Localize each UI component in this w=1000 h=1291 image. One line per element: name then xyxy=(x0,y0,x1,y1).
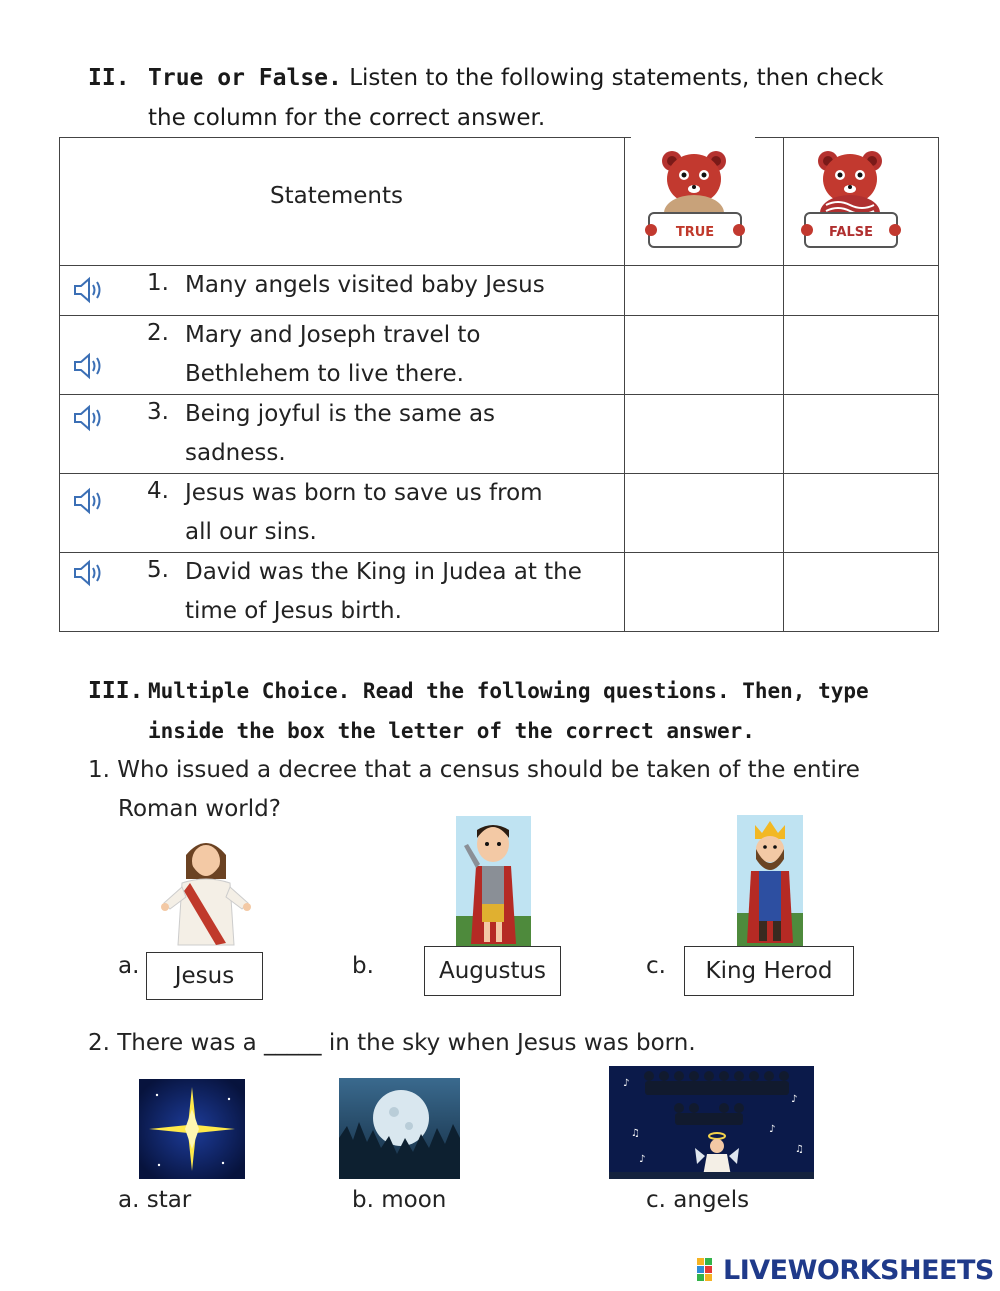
question-2-text: 2. There was a _____ in the sky when Jesus was born. xyxy=(88,1030,696,1056)
augustus-picture xyxy=(456,816,531,946)
option-letter: b. xyxy=(352,953,374,979)
false-answer-cell[interactable] xyxy=(784,316,938,394)
statement-text: Mary and Joseph travel to xyxy=(185,322,481,348)
false-bear-icon xyxy=(798,147,903,257)
section-number: II. xyxy=(88,65,130,91)
option-letter: a. xyxy=(118,953,140,979)
statement-text: David was the King in Judea at the xyxy=(185,559,582,585)
angels-picture xyxy=(609,1066,814,1179)
section-3-instruction-line-1: Multiple Choice. Read the following questions. Then, type xyxy=(148,679,869,703)
instruction-line-2: the column for the correct answer. xyxy=(148,105,546,131)
svg-text:♪: ♪ xyxy=(623,1078,630,1089)
statement-number: 1. xyxy=(147,270,169,296)
liveworksheets-logo xyxy=(697,1255,994,1285)
speaker-icon[interactable] xyxy=(72,558,106,588)
table-border xyxy=(59,631,939,632)
svg-text:♪: ♪ xyxy=(639,1154,646,1165)
statement-text: Many angels visited baby Jesus xyxy=(185,272,545,298)
moon-picture xyxy=(339,1078,460,1179)
option-b-box[interactable]: Augustus xyxy=(424,946,561,996)
section-2-instructions xyxy=(148,58,928,98)
question-1-text: 1. Who issued a decree that a census should be taken of the entire xyxy=(88,757,860,783)
table-border xyxy=(59,137,631,138)
svg-text:♫: ♫ xyxy=(795,1144,804,1155)
king-herod-picture xyxy=(737,815,803,946)
false-answer-cell[interactable] xyxy=(784,395,938,473)
false-answer-cell[interactable] xyxy=(784,553,938,631)
question-1-text-line-2: Roman world? xyxy=(118,796,281,822)
brand-name: LIVEWORKSHEETS xyxy=(723,1254,994,1286)
false-answer-cell[interactable] xyxy=(784,266,938,315)
true-answer-cell[interactable] xyxy=(625,395,783,473)
true-false-table xyxy=(59,137,939,632)
statement-number: 2. xyxy=(147,320,169,346)
option-c-box[interactable]: King Herod xyxy=(684,946,854,996)
true-bear-icon xyxy=(642,147,747,257)
true-answer-cell[interactable] xyxy=(625,316,783,394)
speaker-icon[interactable] xyxy=(72,351,106,381)
statement-text-line-2: all our sins. xyxy=(185,519,317,545)
true-sign-label: TRUE xyxy=(675,225,715,240)
option-letter: c. xyxy=(646,953,666,979)
section-number: III. xyxy=(88,678,144,704)
star-picture xyxy=(139,1079,245,1179)
speaker-icon[interactable] xyxy=(72,486,106,516)
svg-text:♪: ♪ xyxy=(791,1094,798,1105)
table-border xyxy=(938,137,939,632)
statement-number: 5. xyxy=(147,557,169,583)
statements-header: Statements xyxy=(270,183,404,209)
true-answer-cell[interactable] xyxy=(625,474,783,552)
option-a-box[interactable]: Jesus xyxy=(146,952,263,1000)
section-3-instruction-line-2: inside the box the letter of the correct answer. xyxy=(148,719,755,743)
statement-text-line-2: sadness. xyxy=(185,440,286,466)
svg-text:♫: ♫ xyxy=(631,1128,640,1139)
statement-text-line-2: Bethlehem to live there. xyxy=(185,361,464,387)
section-3-number xyxy=(88,671,143,711)
instruction-line-1: Listen to the following statements, then check xyxy=(349,65,884,91)
svg-text:♪: ♪ xyxy=(769,1124,776,1135)
statement-number: 4. xyxy=(147,478,169,504)
false-sign-label: FALSE xyxy=(829,225,873,240)
statement-text-line-2: time of Jesus birth. xyxy=(185,598,402,624)
liveworksheets-logo-icon xyxy=(697,1258,721,1282)
true-answer-cell[interactable] xyxy=(625,266,783,315)
q2-option-a: a. star xyxy=(118,1187,192,1213)
q2-option-c: c. angels xyxy=(646,1187,750,1213)
section-2-heading xyxy=(88,58,130,98)
table-border xyxy=(59,137,60,632)
false-answer-cell[interactable] xyxy=(784,474,938,552)
statement-text: Being joyful is the same as xyxy=(185,401,496,427)
speaker-icon[interactable] xyxy=(72,403,106,433)
section-title: True or False. xyxy=(148,65,342,91)
statement-text: Jesus was born to save us from xyxy=(185,480,543,506)
speaker-icon[interactable] xyxy=(72,275,106,305)
jesus-picture xyxy=(160,835,252,953)
q2-option-b: b. moon xyxy=(352,1187,447,1213)
true-answer-cell[interactable] xyxy=(625,553,783,631)
statement-number: 3. xyxy=(147,399,169,425)
